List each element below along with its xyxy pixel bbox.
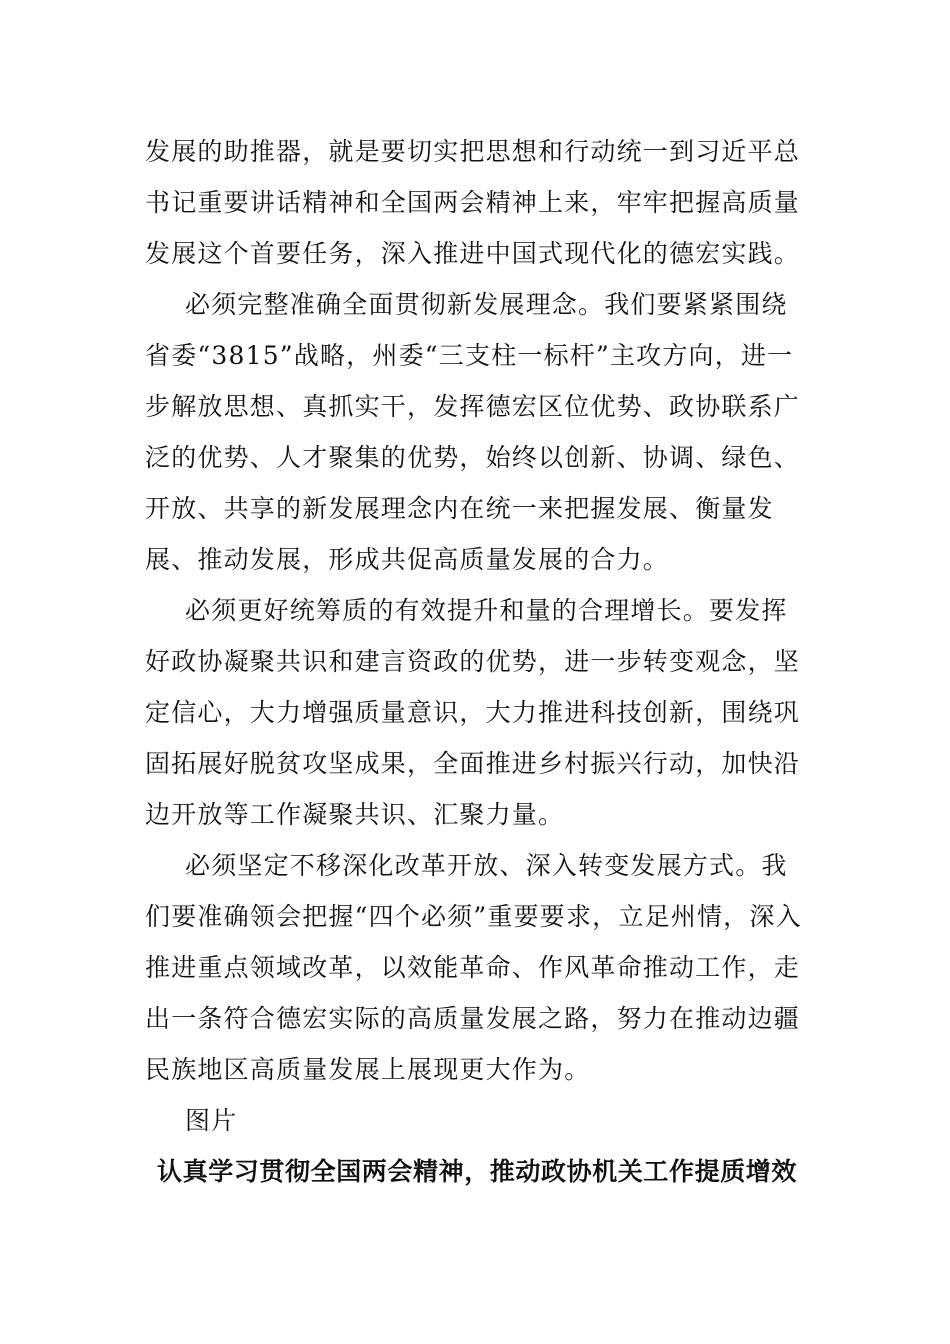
document-body (145, 126, 810, 1197)
image-caption: 图片 (185, 1106, 238, 1135)
paragraph-continued: 发展的助推器，就是要切实把思想和行动统一到习近平总书记重要讲话精神和全国两会精神上来，牢牢把握高质量发展这个首要任务，深入推进中国式现代化的德宏实践。 (145, 137, 801, 268)
paragraph-reform-and-opening: 必须坚定不移深化改革开放、深入转变发展方式。我们要准确领会把握“四个必须”重要要求，立足州情，深入推进重点领域改革，以效能革命、作风革命推动工作，走出一条符合德宏实际的高质量发展之路，努力在推动边疆民族地区高质量发展上展现更大作为。 (145, 851, 802, 1084)
paragraph-new-development-concept: 必须完整准确全面贯彻新发展理念。我们要紧紧围绕省委“3815”战略，州委“三支柱一标杆”主攻方向，进一步解放思想、真抓实干，发挥德宏区位优势、政协联系广泛的优势、人才聚集的优势，始终以创新、协调、绿色、开放、共享的新发展理念内在统一来把握发展、衡量发展、推动发展，形成共促高质量发展的合力。 (145, 290, 801, 574)
section-heading: 认真学习贯彻全国两会精神，推动政协机关工作提质增效 (157, 1157, 798, 1186)
paragraph-quality-and-quantity: 必须更好统筹质的有效提升和量的合理增长。要发挥好政协凝聚共识和建言资政的优势，进一步转变观念，坚定信心，大力增强质量意识，大力推进科技创新，围绕巩固拓展好脱贫攻坚成果，全面推进乡村振兴行动，加快沿边开放等工作凝聚共识、汇聚力量。 (145, 596, 801, 829)
